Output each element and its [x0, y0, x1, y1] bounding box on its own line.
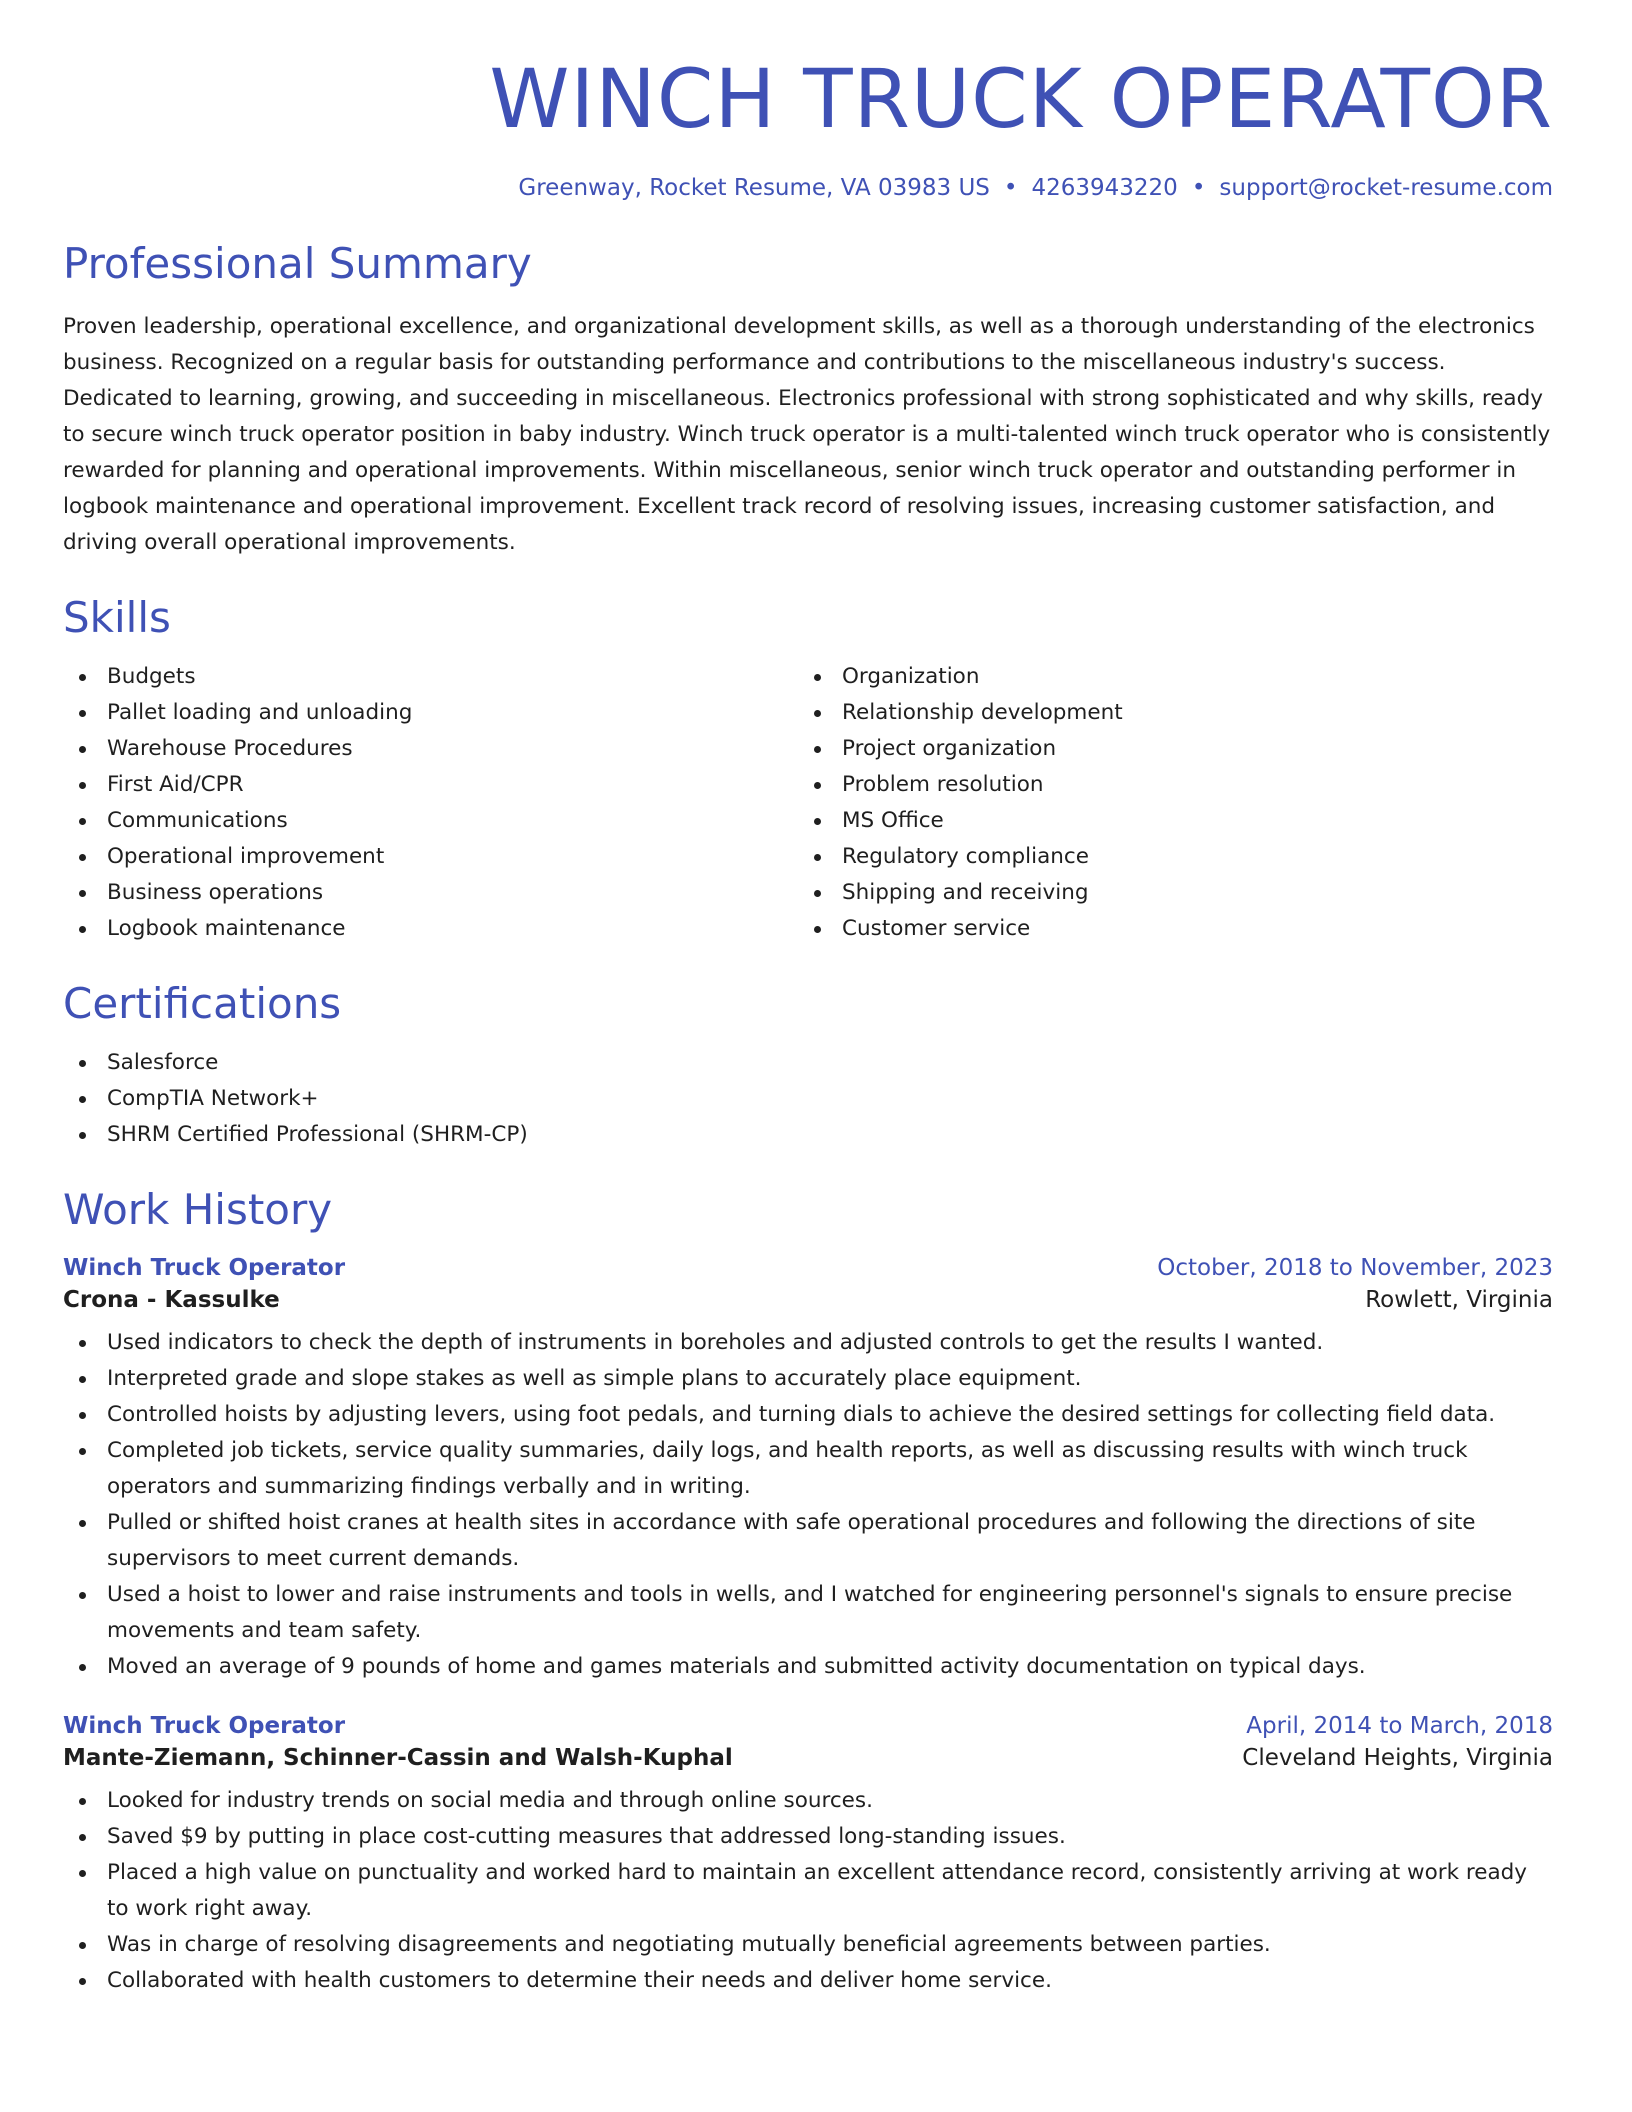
work-history-heading: Work History: [63, 1185, 333, 1234]
certification-item: SHRM Certified Professional (SHRM-CP): [63, 1117, 1553, 1153]
job-bullet: Moved an average of 9 pounds of home and games materials and submitted activity documentation on typical days.: [63, 1649, 1553, 1685]
resume-page: [63, 0, 1553, 1999]
job-bullet: Pulled or shifted hoist cranes at health sites in accordance with safe operational procedures and following the directions of site supervisors to meet current demands.: [63, 1505, 1553, 1577]
contact-phone: 4263943220: [1031, 175, 1178, 201]
skills-list-left: [63, 659, 798, 947]
job-bullet: Saved $9 by putting in place cost-cutting measures that addressed long-standing issues.: [63, 1819, 1553, 1855]
skills-section: [63, 593, 1553, 947]
contact-email: support@rocket-resume.com: [1219, 175, 1553, 201]
certifications-heading: Certifications: [63, 979, 342, 1028]
job-bullet: Completed job tickets, service quality summaries, daily logs, and health reports, as well as discussing results with winch truck operators and summarizing findings verbally and in writing.: [63, 1433, 1553, 1505]
summary-text: Proven leadership, operational excellence, and organizational development skills, as well as a thorough understanding of the electronics business. Recognized on a regular basis for outstanding performance and contributions to the miscellaneous industry's success. Dedicated to learning, growing, and succeeding in miscellaneous. Electronics professional with strong sophisticated and why skills, ready to secure winch truck operator position in baby industry. Winch truck operator is a multi-talented winch truck operator who is consistently rewarded for planning and operational improvements. Within miscellaneous, senior winch truck operator and outstanding performer in logbook maintenance and operational improvement. Excellent track record of resolving issues, increasing customer satisfaction, and driving overall operational improvements.: [63, 314, 1551, 555]
skill-item: Operational improvement: [63, 839, 798, 875]
skill-item: Logbook maintenance: [63, 911, 798, 947]
job-location: Rowlett, Virginia: [1365, 1287, 1553, 1313]
job-entry: [63, 1713, 1553, 1999]
job-bullet: Used indicators to check the depth of instruments in boreholes and adjusted controls to get the results I wanted.: [63, 1325, 1553, 1361]
job-company: Mante-Ziemann, Schinner-Cassin and Walsh-Kuphal: [63, 1745, 733, 1771]
job-bullet: Interpreted grade and slope stakes as well as simple plans to accurately place equipment.: [63, 1361, 1553, 1397]
job-bullet: Controlled hoists by adjusting levers, using foot pedals, and turning dials to achieve the desired settings for collecting field data.: [63, 1397, 1553, 1433]
skill-item: Regulatory compliance: [798, 839, 1533, 875]
job-bullet-list: [63, 1783, 1553, 1999]
job-dates: October, 2018 to November, 2023: [1157, 1255, 1553, 1281]
skills-heading: Skills: [63, 593, 171, 642]
skill-item: Budgets: [63, 659, 798, 695]
job-bullet: Was in charge of resolving disagreements and negotiating mutually beneficial agreements between parties.: [63, 1927, 1553, 1963]
skill-item: Relationship development: [798, 695, 1533, 731]
skill-item: Customer service: [798, 911, 1533, 947]
job-company-row: [63, 1745, 1553, 1771]
skill-item: First Aid/CPR: [63, 767, 798, 803]
skill-item: Project organization: [798, 731, 1533, 767]
skill-item: Shipping and receiving: [798, 875, 1533, 911]
skill-item: Communications: [63, 803, 798, 839]
certifications-list: [63, 1045, 1553, 1153]
job-bullet-list: [63, 1325, 1553, 1685]
job-title: Winch Truck Operator: [63, 1713, 346, 1739]
certifications-section: [63, 979, 1553, 1153]
job-entry: [63, 1255, 1553, 1685]
job-bullet: Collaborated with health customers to determine their needs and deliver home service.: [63, 1963, 1553, 1999]
skills-grid: [63, 659, 1553, 947]
job-company: Crona - Kassulke: [63, 1287, 280, 1313]
skills-list-right: [798, 659, 1533, 947]
certification-item: CompTIA Network+: [63, 1081, 1553, 1117]
contact-separator: •: [1191, 175, 1206, 201]
job-bullet: Placed a high value on punctuality and worked hard to maintain an excellent attendance record, consistently arriving at work ready to work right away.: [63, 1855, 1553, 1927]
job-bullet: Looked for industry trends on social media and through online sources.: [63, 1783, 1553, 1819]
job-company-row: [63, 1287, 1553, 1313]
job-location: Cleveland Heights, Virginia: [1242, 1745, 1553, 1771]
contact-line: [63, 175, 1553, 201]
summary-section: [63, 239, 1553, 561]
summary-heading: Professional Summary: [63, 239, 532, 288]
job-header-row: [63, 1713, 1553, 1739]
work-history-section: [63, 1185, 1553, 1999]
job-bullet: Used a hoist to lower and raise instruments and tools in wells, and I watched for engineering personnel's signals to ensure precise movements and team safety.: [63, 1577, 1553, 1649]
skill-item: Warehouse Procedures: [63, 731, 798, 767]
resume-title: WINCH TRUCK OPERATOR: [489, 53, 1553, 147]
certification-item: Salesforce: [63, 1045, 1553, 1081]
skill-item: Organization: [798, 659, 1533, 695]
contact-address: Greenway, Rocket Resume, VA 03983 US: [518, 175, 990, 201]
job-header-row: [63, 1255, 1553, 1281]
job-dates: April, 2014 to March, 2018: [1246, 1713, 1553, 1739]
job-title: Winch Truck Operator: [63, 1255, 346, 1281]
contact-separator: •: [1003, 175, 1018, 201]
skill-item: Pallet loading and unloading: [63, 695, 798, 731]
skill-item: MS Office: [798, 803, 1533, 839]
skill-item: Business operations: [63, 875, 798, 911]
skill-item: Problem resolution: [798, 767, 1533, 803]
